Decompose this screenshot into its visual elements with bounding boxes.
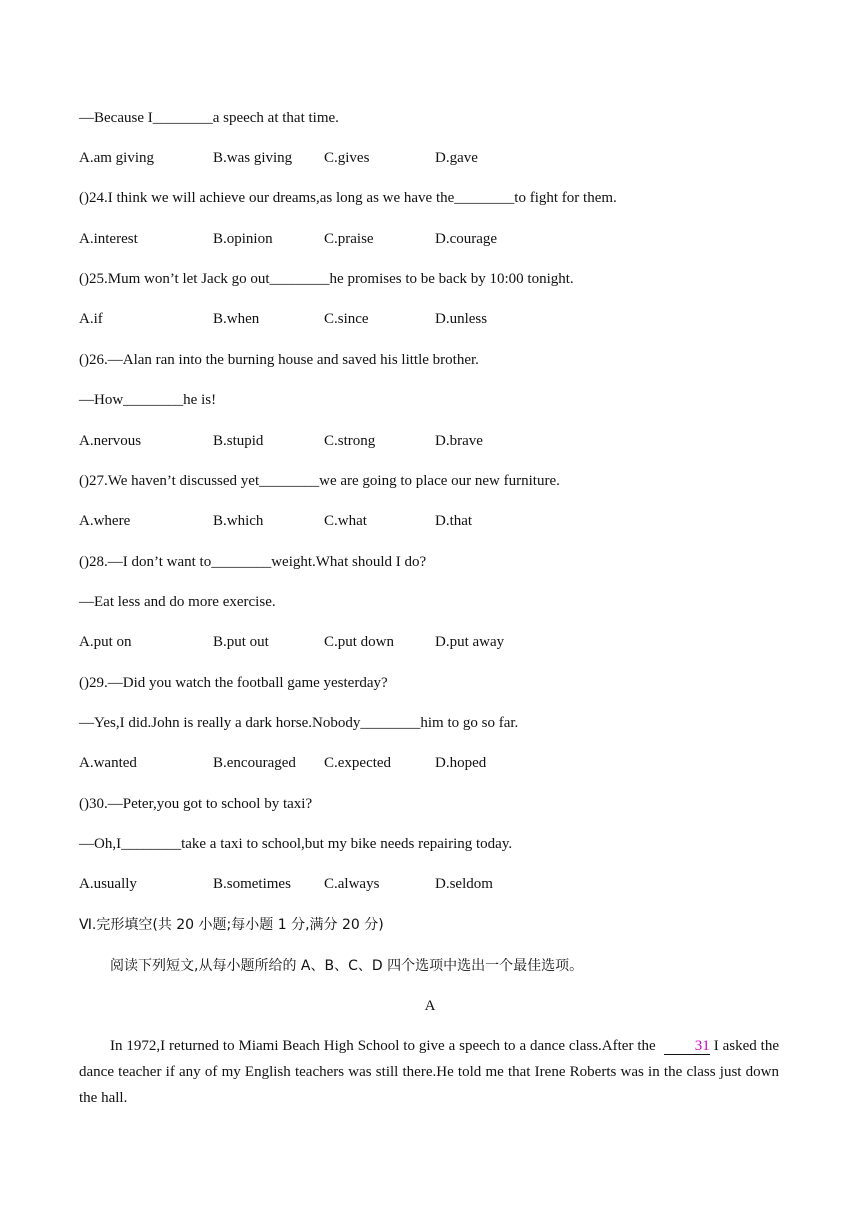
blank-31[interactable]: 31 [664, 1038, 710, 1055]
option-d: D.seldom [435, 876, 493, 892]
option-a: A.where [79, 513, 131, 529]
section-instruction: 阅读下列短文,从每小题所给的 A、B、C、D 四个选项中选出一个最佳选项。 [110, 958, 584, 974]
option-d: D.gave [435, 150, 478, 166]
option-b: B.which [213, 513, 264, 529]
option-d: D.put away [435, 634, 505, 650]
option-d: D.hoped [435, 755, 487, 771]
option-d: D.brave [435, 433, 483, 449]
option-c: C.since [324, 311, 369, 327]
passage-text-part1: In 1972,I returned to Miami Beach High School to give a speech to a dance class.After the [110, 1038, 656, 1054]
option-b: B.was giving [213, 150, 293, 166]
option-d: D.courage [435, 231, 498, 247]
q25-options [79, 309, 679, 329]
q24-options [79, 229, 679, 249]
q26-options [79, 431, 679, 451]
option-a: A.usually [79, 876, 137, 892]
q27-question: ()27.We haven’t discussed yet________we are going to place our new furniture. [79, 473, 560, 489]
q29-answer-line: —Yes,I did.John is really a dark horse.Nobody________him to go so far. [79, 715, 519, 731]
q28-question: ()28.—I don’t want to________weight.What should I do? [79, 554, 427, 570]
option-d: D.unless [435, 311, 488, 327]
q28-options [79, 632, 679, 652]
q29-question: ()29.—Did you watch the football game yesterday? [79, 675, 388, 691]
option-c: C.what [324, 513, 367, 529]
q29-options [79, 753, 679, 773]
option-a: A.interest [79, 231, 138, 247]
option-b: B.sometimes [213, 876, 291, 892]
q27-options [79, 511, 679, 531]
q30-options [79, 874, 679, 894]
q30-question: ()30.—Peter,you got to school by taxi? [79, 796, 313, 812]
option-a: A.am giving [79, 150, 154, 166]
q30-answer-line: —Oh,I________take a taxi to school,but my bike needs repairing today. [79, 836, 513, 852]
option-a: A.if [79, 311, 103, 327]
q26-answer-line: —How________he is! [79, 392, 217, 408]
option-c: C.gives [324, 150, 370, 166]
q28-answer-line: —Eat less and do more exercise. [79, 594, 276, 610]
option-a: A.put on [79, 634, 132, 650]
option-c: C.always [324, 876, 380, 892]
q23-answer-line: —Because I________a speech at that time. [79, 110, 339, 126]
option-b: B.stupid [213, 433, 264, 449]
option-a: A.wanted [79, 755, 137, 771]
option-c: C.put down [324, 634, 395, 650]
q25-question: ()25.Mum won’t let Jack go out________he promises to be back by 10:00 tonight. [79, 271, 574, 287]
option-d: D.that [435, 513, 473, 529]
option-c: C.praise [324, 231, 374, 247]
passage-label: A [424, 998, 436, 1014]
passage-paragraph [79, 1033, 779, 1111]
option-b: B.when [213, 311, 260, 327]
q23-options [79, 148, 679, 168]
q24-question: ()24.I think we will achieve our dreams,as long as we have the________to fight for them. [79, 190, 617, 206]
option-c: C.expected [324, 755, 392, 771]
option-c: C.strong [324, 433, 376, 449]
option-b: B.put out [213, 634, 269, 650]
passage-text-part2: I asked the dance teacher if any of my English teachers was still there.He told me that Irene Roberts was in the class just down the hall. [79, 1038, 779, 1106]
option-a: A.nervous [79, 433, 142, 449]
section-title: Ⅵ.完形填空(共 20 小题;每小题 1 分,满分 20 分) [79, 917, 384, 933]
q26-question: ()26.—Alan ran into the burning house and saved his little brother. [79, 352, 479, 368]
option-b: B.opinion [213, 231, 273, 247]
option-b: B.encouraged [213, 755, 296, 771]
